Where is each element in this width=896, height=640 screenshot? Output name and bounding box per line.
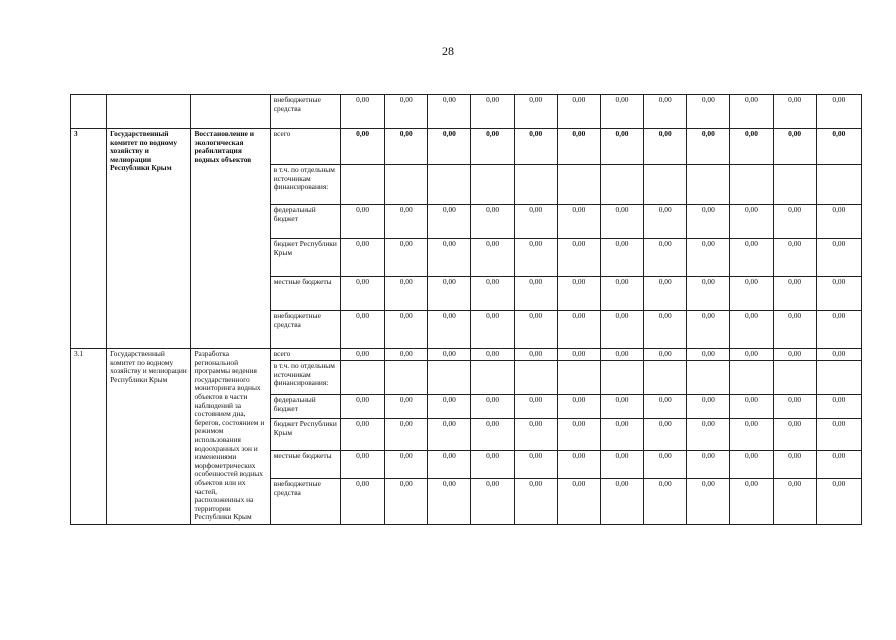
value-cell: 0,00: [687, 239, 730, 277]
value-cell: 0,00: [514, 129, 557, 165]
value-cell: 0,00: [471, 277, 514, 311]
value-cell: 0,00: [730, 95, 773, 129]
value-cell: 0,00: [600, 277, 643, 311]
value-cell: 0,00: [773, 349, 816, 361]
value-cell: 0,00: [773, 277, 816, 311]
value-cell: 0,00: [557, 239, 600, 277]
value-cell: 0,00: [471, 129, 514, 165]
value-cell: 0,00: [816, 205, 861, 239]
value-cell: 0,00: [385, 95, 428, 129]
value-cell: 0,00: [341, 479, 385, 525]
value-cell: 0,00: [341, 419, 385, 451]
value-cell: 0,00: [816, 395, 861, 419]
value-cell: 0,00: [514, 205, 557, 239]
value-cell: 0,00: [385, 277, 428, 311]
value-cell: 0,00: [471, 95, 514, 129]
value-cell: 0,00: [428, 395, 471, 419]
value-cell: 0,00: [600, 419, 643, 451]
funding-source-cell: в т.ч. по отдельным источникам финансирования:: [270, 165, 340, 205]
value-cell: 0,00: [773, 95, 816, 129]
value-cell: 0,00: [773, 451, 816, 479]
value-cell: 0,00: [557, 419, 600, 451]
financing-table: [70, 94, 862, 525]
value-cell: 0,00: [514, 451, 557, 479]
value-cell: 0,00: [730, 311, 773, 349]
value-cell: 0,00: [514, 95, 557, 129]
value-cell: 0,00: [730, 239, 773, 277]
value-cell: 0,00: [687, 129, 730, 165]
value-cell: 0,00: [644, 129, 687, 165]
value-cell: 0,00: [557, 349, 600, 361]
value-cell: 0,00: [687, 349, 730, 361]
value-cell: 0,00: [471, 479, 514, 525]
value-cell: [428, 165, 471, 205]
value-cell: 0,00: [644, 451, 687, 479]
table-row: [71, 129, 862, 165]
value-cell: 0,00: [644, 239, 687, 277]
measure-cell: Восстановление и экологическая реабилитация водных объектов: [191, 129, 270, 349]
funding-source-cell: бюджет Республики Крым: [270, 239, 340, 277]
value-cell: [816, 165, 861, 205]
value-cell: 0,00: [600, 395, 643, 419]
value-cell: 0,00: [816, 311, 861, 349]
value-cell: 0,00: [385, 395, 428, 419]
value-cell: 0,00: [773, 129, 816, 165]
value-cell: 0,00: [471, 451, 514, 479]
funding-source-cell: всего: [270, 129, 340, 165]
value-cell: 0,00: [341, 311, 385, 349]
value-cell: [600, 165, 643, 205]
value-cell: 0,00: [600, 95, 643, 129]
value-cell: 0,00: [644, 479, 687, 525]
value-cell: 0,00: [730, 349, 773, 361]
value-cell: 0,00: [341, 129, 385, 165]
funding-source-cell: всего: [270, 349, 340, 361]
value-cell: 0,00: [773, 311, 816, 349]
value-cell: 0,00: [816, 277, 861, 311]
value-cell: 0,00: [730, 419, 773, 451]
value-cell: [600, 361, 643, 395]
value-cell: 0,00: [816, 479, 861, 525]
executor-cell: Государственный комитет по водному хозяйству и мелиорации Республики Крым: [107, 129, 191, 349]
value-cell: 0,00: [557, 95, 600, 129]
value-cell: [428, 361, 471, 395]
value-cell: 0,00: [644, 205, 687, 239]
value-cell: 0,00: [514, 419, 557, 451]
value-cell: 0,00: [600, 129, 643, 165]
value-cell: 0,00: [341, 277, 385, 311]
executor-cell: [107, 95, 191, 129]
value-cell: 0,00: [816, 419, 861, 451]
value-cell: [773, 361, 816, 395]
value-cell: 0,00: [428, 277, 471, 311]
value-cell: 0,00: [600, 205, 643, 239]
value-cell: 0,00: [557, 129, 600, 165]
value-cell: 0,00: [773, 239, 816, 277]
value-cell: [557, 165, 600, 205]
value-cell: 0,00: [816, 239, 861, 277]
funding-source-cell: внебюджетные средства: [270, 311, 340, 349]
value-cell: 0,00: [730, 451, 773, 479]
value-cell: 0,00: [385, 239, 428, 277]
value-cell: [385, 361, 428, 395]
value-cell: 0,00: [687, 395, 730, 419]
value-cell: 0,00: [341, 349, 385, 361]
value-cell: 0,00: [687, 451, 730, 479]
value-cell: 0,00: [514, 239, 557, 277]
value-cell: 0,00: [773, 205, 816, 239]
funding-source-cell: внебюджетные средства: [270, 479, 340, 525]
funding-source-cell: в т.ч. по отдельным источникам финансирования:: [270, 361, 340, 395]
value-cell: 0,00: [557, 479, 600, 525]
value-cell: 0,00: [773, 479, 816, 525]
value-cell: 0,00: [730, 205, 773, 239]
value-cell: 0,00: [341, 395, 385, 419]
value-cell: 0,00: [730, 479, 773, 525]
value-cell: [341, 165, 385, 205]
value-cell: 0,00: [471, 311, 514, 349]
value-cell: 0,00: [514, 395, 557, 419]
value-cell: 0,00: [385, 451, 428, 479]
value-cell: 0,00: [471, 395, 514, 419]
value-cell: 0,00: [471, 349, 514, 361]
value-cell: 0,00: [600, 311, 643, 349]
value-cell: 0,00: [600, 479, 643, 525]
value-cell: 0,00: [687, 95, 730, 129]
value-cell: 0,00: [773, 395, 816, 419]
value-cell: 0,00: [600, 349, 643, 361]
value-cell: 0,00: [341, 205, 385, 239]
row-index: 3.1: [71, 349, 107, 525]
value-cell: 0,00: [341, 239, 385, 277]
row-index: [71, 95, 107, 129]
funding-source-cell: федеральный бюджет: [270, 205, 340, 239]
page-number: 28: [442, 44, 454, 58]
value-cell: 0,00: [385, 349, 428, 361]
value-cell: 0,00: [687, 419, 730, 451]
value-cell: 0,00: [428, 239, 471, 277]
value-cell: 0,00: [471, 205, 514, 239]
value-cell: [687, 361, 730, 395]
value-cell: 0,00: [687, 277, 730, 311]
value-cell: [730, 361, 773, 395]
value-cell: 0,00: [471, 239, 514, 277]
funding-source-cell: местные бюджеты: [270, 277, 340, 311]
table-row: [71, 349, 862, 361]
value-cell: [514, 361, 557, 395]
value-cell: 0,00: [644, 277, 687, 311]
value-cell: [471, 361, 514, 395]
measure-cell: Разработка региональной программы ведения государственного мониторинга водных объектов в части наблюдений за состоянием дна, берегов, состоянием и режимом использования водоохранных зон и изменениями морфометрических особенностей водных объектов или их частей, расположенных на территории Республики Крым: [191, 349, 270, 525]
measure-cell: [191, 95, 270, 129]
value-cell: 0,00: [557, 311, 600, 349]
value-cell: 0,00: [600, 239, 643, 277]
value-cell: 0,00: [428, 451, 471, 479]
value-cell: [341, 361, 385, 395]
value-cell: 0,00: [687, 479, 730, 525]
value-cell: 0,00: [471, 419, 514, 451]
value-cell: 0,00: [385, 129, 428, 165]
value-cell: 0,00: [428, 205, 471, 239]
value-cell: 0,00: [644, 349, 687, 361]
value-cell: 0,00: [687, 311, 730, 349]
value-cell: 0,00: [341, 95, 385, 129]
value-cell: 0,00: [730, 129, 773, 165]
table-row: [71, 95, 862, 129]
value-cell: 0,00: [428, 479, 471, 525]
value-cell: 0,00: [687, 205, 730, 239]
value-cell: 0,00: [557, 451, 600, 479]
value-cell: 0,00: [385, 419, 428, 451]
funding-source-cell: внебюджетные средства: [270, 95, 340, 129]
value-cell: [514, 165, 557, 205]
value-cell: 0,00: [557, 205, 600, 239]
value-cell: 0,00: [816, 129, 861, 165]
value-cell: 0,00: [644, 311, 687, 349]
value-cell: 0,00: [428, 349, 471, 361]
value-cell: 0,00: [730, 395, 773, 419]
value-cell: 0,00: [385, 205, 428, 239]
value-cell: [471, 165, 514, 205]
value-cell: 0,00: [514, 277, 557, 311]
executor-cell: Государственный комитет по водному хозяйству и мелиорации Республики Крым: [107, 349, 191, 525]
value-cell: 0,00: [816, 95, 861, 129]
value-cell: [385, 165, 428, 205]
value-cell: 0,00: [816, 451, 861, 479]
value-cell: [816, 361, 861, 395]
value-cell: 0,00: [428, 419, 471, 451]
funding-source-cell: местные бюджеты: [270, 451, 340, 479]
value-cell: 0,00: [773, 419, 816, 451]
value-cell: 0,00: [385, 479, 428, 525]
value-cell: 0,00: [514, 349, 557, 361]
value-cell: 0,00: [644, 419, 687, 451]
funding-source-cell: федеральный бюджет: [270, 395, 340, 419]
value-cell: 0,00: [600, 451, 643, 479]
value-cell: 0,00: [428, 311, 471, 349]
value-cell: 0,00: [514, 479, 557, 525]
funding-source-cell: бюджет Республики Крым: [270, 419, 340, 451]
value-cell: 0,00: [557, 395, 600, 419]
value-cell: [644, 361, 687, 395]
value-cell: 0,00: [644, 95, 687, 129]
value-cell: [773, 165, 816, 205]
value-cell: 0,00: [644, 395, 687, 419]
value-cell: 0,00: [341, 451, 385, 479]
value-cell: [644, 165, 687, 205]
value-cell: 0,00: [816, 349, 861, 361]
row-index: 3: [71, 129, 107, 349]
value-cell: 0,00: [730, 277, 773, 311]
value-cell: 0,00: [514, 311, 557, 349]
value-cell: [730, 165, 773, 205]
value-cell: 0,00: [557, 277, 600, 311]
value-cell: [557, 361, 600, 395]
value-cell: [687, 165, 730, 205]
value-cell: 0,00: [428, 129, 471, 165]
value-cell: 0,00: [385, 311, 428, 349]
value-cell: 0,00: [428, 95, 471, 129]
